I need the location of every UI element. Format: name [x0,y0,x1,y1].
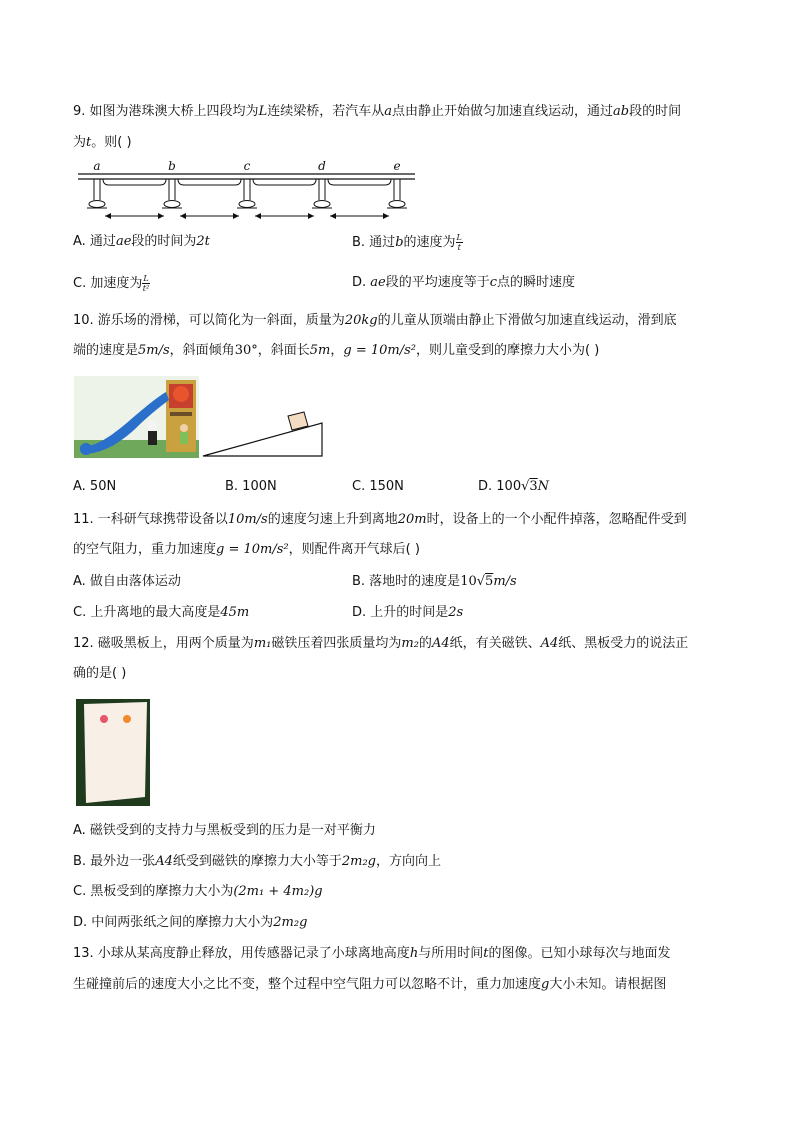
q10-opt-a-text: A. 50N [73,479,117,494]
q12-opt-d-val: 2m₂g [273,915,308,930]
magnetic-blackboard-image [76,699,150,806]
bridge-pier-base [389,201,405,208]
q9-text: 连续梁桥，若汽车从 [267,104,385,119]
bridge-pier-base [164,201,180,208]
q10-line1 [73,312,677,330]
q12-opt-c-val: (2m₁ + 4m₂)g [233,884,323,899]
q11-height: 20m [397,512,427,527]
q12-a4: A4 [155,854,173,869]
q11-line1 [73,511,687,529]
q12-opt-b-text: B. 最外边一张 [73,854,156,869]
q10-option-d[interactable] [478,478,549,496]
q10-g: g = 10m/s² [343,343,416,358]
q11-opt-b-val: 10 [460,574,477,589]
q12-opt-b-text: ，方向向上 [376,854,442,869]
q10-option-c[interactable] [352,478,404,496]
q9-opt-b-fraction [456,233,463,252]
q9-opt-b-text: 的速度为 [403,235,456,250]
q12-a4: A4 [431,636,450,651]
sqrt-symbol: √5 [476,574,494,589]
q12-option-c[interactable] [73,883,323,901]
q9-opt-a-text: A. 通过 [73,234,116,249]
frac-num: L [456,233,462,242]
playground-slide-image [74,376,199,458]
arrow-head-right [308,213,314,219]
bridge-piers [87,179,407,208]
q10-length: 5m [309,343,331,358]
q13-line2 [73,976,666,994]
arrow-head-right [233,213,239,219]
frac-den: t [457,243,461,252]
q10-opt-d-text: D. 100 [478,479,522,494]
q9-opt-c-fraction [142,274,149,293]
frac-num: L [143,274,149,283]
sqrt-symbol: √3 [521,479,538,494]
q10-text: 10. 游乐场的滑梯，可以简化为一斜面，质量为 [73,313,345,328]
q11-g: g = 10m/s² [216,542,289,557]
q9-opt-b-var: b [395,235,404,250]
q10-angle: 30° [234,343,258,358]
q10-text: ，斜面倾角 [169,343,235,358]
q12-opt-d-text: D. 中间两张纸之间的摩擦力大小为 [73,915,274,930]
q9-option-c[interactable] [73,274,150,293]
q9-var-t: t [86,135,92,150]
q11-opt-a-text: A. 做自由落体运动 [73,574,181,589]
q10-speed: 5m/s [138,343,170,358]
q9-opt-d-text: 点的瞬时速度 [497,275,576,290]
q11-text: 的速度匀速上升到离地 [267,512,398,527]
frac-den: t² [142,284,150,293]
arrow-head-right [158,213,164,219]
q13-text: 的图像。已知小球每次与地面发 [488,946,671,961]
q9-text: 如图为港珠澳大桥上四段均为 [89,104,259,119]
arrow-head-left [330,213,336,219]
bridge-span [178,179,241,185]
bridge-point-label-c: c [243,159,251,173]
q11-option-a[interactable] [73,573,181,591]
q11-text: ，则配件离开气球后( ) [288,542,420,557]
arrow-head-left [180,213,186,219]
q13-line1 [73,945,670,963]
q12-text: 纸、黑板受力的说法正 [558,636,689,651]
bridge-point-label-a: a [93,159,101,173]
q9-line1 [73,103,681,121]
q12-text: 确的是( ) [73,666,127,681]
q13-var-h: h [409,946,419,961]
q10-opt-c-text: C. 150N [352,479,404,494]
q9-option-b[interactable] [352,233,463,252]
arrow-head-right [383,213,389,219]
q13-text: 13. 小球从某高度静止释放，用传感器记录了小球离地高度 [73,946,410,961]
q10-opt-d-unit: N [537,479,550,494]
incline-diagram [202,408,326,458]
bridge-point-label-d: d [318,159,326,173]
q13-var-g: g [541,977,550,992]
q9-text: 点由静止开始做匀加速直线运动，通过 [391,104,613,119]
q11-opt-c-val: 45m [220,605,250,620]
q11-text: 11. 一科研气球携带设备以 [73,512,228,527]
bridge-point-label-b: b [168,159,176,173]
q12-line2 [73,665,126,683]
q9-opt-c-text: C. 加速度为 [73,276,143,291]
bridge-dimension-arrows [105,213,389,219]
q12-option-b[interactable] [73,853,441,871]
bridge-pier-base [239,201,255,208]
q12-line1 [73,635,688,653]
q12-m1: m₁ [253,636,272,651]
q11-opt-c-text: C. 上升离地的最大高度是 [73,605,221,620]
q13-text: 大小未知。请根据图 [549,977,667,992]
q11-opt-b-text: B. 落地时的速度是 [352,574,461,589]
q12-m2: m₂ [401,636,419,651]
q9-opt-a-var: ae [115,234,132,249]
q9-number: 9. [73,104,86,119]
q10-option-b[interactable] [225,478,277,496]
q12-opt-b-text: 纸受到磁铁的摩擦力大小等于 [172,854,342,869]
q12-opt-c-text: C. 黑板受到的摩擦力大小为 [73,884,234,899]
q10-option-a[interactable] [73,478,116,496]
bridge-span [253,179,316,185]
q9-opt-b-text: B. 通过 [352,235,396,250]
q9-option-a[interactable] [73,233,210,251]
q12-opt-b-val: 2m₂g [341,854,377,869]
bridge-point-label-e: e [393,159,401,173]
q9-option-d[interactable] [352,274,575,292]
bridge-span [103,179,166,185]
arrow-head-left [105,213,111,219]
q12-a4: A4 [540,636,559,651]
q9-opt-d-text: D. [352,275,371,290]
q12-text: 纸，有关磁铁、 [449,636,541,651]
q10-text: ，斜面长 [257,343,310,358]
q12-text: 12. 磁吸黑板上，用两个质量为 [73,636,254,651]
q9-text: 段的时间 [629,104,682,119]
q11-text: 的空气阻力，重力加速度 [73,542,217,557]
bridge-labels [93,159,400,173]
q11-option-b[interactable] [352,573,517,591]
q9-text: 为 [73,135,87,150]
q12-opt-a-text: A. 磁铁受到的支持力与黑板受到的压力是一对平衡力 [73,823,376,838]
q9-var-ab: ab [613,104,630,119]
arrow-head-left [255,213,261,219]
q11-line2 [73,541,420,559]
q11-text: 时，设备上的一个小配件掉落，忽略配件受到 [426,512,687,527]
bridge-pier-base [314,201,330,208]
q9-opt-a-text: 段的时间为 [131,234,197,249]
q11-opt-d-text: D. 上升的时间是 [352,605,449,620]
q9-text: 。则( ) [91,135,132,150]
bridge-diagram [75,158,420,222]
bridge-span [328,179,391,185]
q9-var-L: L [258,104,268,119]
q11-opt-d-val: 2s [448,605,464,620]
q12-text: 的 [418,636,432,651]
q10-text: ， [330,343,344,358]
sqrt-radicand: 3 [529,479,538,494]
q11-option-d[interactable] [352,604,463,622]
q9-var-a: a [384,104,392,119]
q13-var-t: t [483,946,489,961]
bridge-pier-base [89,201,105,208]
q10-text: 端的速度是 [73,343,139,358]
q11-speed: 10m/s [227,512,268,527]
q10-line2 [73,342,599,360]
q9-line2 [73,134,132,152]
q9-opt-d-text: 段的平均速度等于 [385,275,490,290]
q10-mass: 20kg [344,313,378,328]
q10-text: ，则儿童受到的摩擦力大小为( ) [416,343,600,358]
q13-text: 与所用时间 [418,946,484,961]
q9-opt-d-var: c [489,275,498,290]
q9-opt-a-val: 2t [196,234,210,249]
q12-text: 磁铁压着四张质量均为 [271,636,402,651]
q9-opt-d-var: ae [370,275,386,290]
q13-text: 生碰撞前后的速度大小之比不变，整个过程中空气阻力可以忽略不计，重力加速度 [73,977,542,992]
q12-option-d[interactable] [73,914,307,932]
q11-opt-b-unit: m/s [493,574,517,589]
sqrt-radicand: 5 [485,574,494,589]
q10-text: 的儿童从顶端由静止下滑做匀加速直线运动，滑到底 [377,313,677,328]
q12-option-a[interactable] [73,822,376,840]
q10-opt-b-text: B. 100N [225,479,277,494]
q11-option-c[interactable] [73,604,249,622]
